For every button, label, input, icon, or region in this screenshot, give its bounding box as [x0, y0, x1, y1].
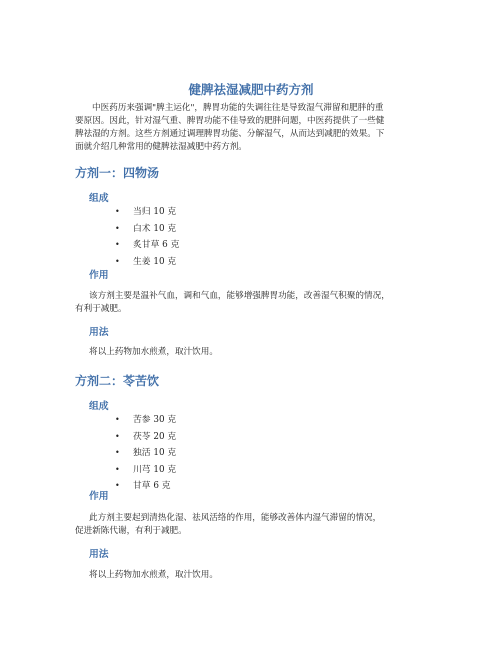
bullet-icon: • — [115, 240, 120, 249]
formula1-ingredient-list — [115, 205, 179, 271]
intro-line: 要原因。因此，针对湿气重、脾胃功能不佳导致的肥胖问题，中医药提供了一些健 — [75, 116, 385, 126]
bullet-icon: • — [115, 481, 120, 490]
formula1-usage-heading: 用法 — [89, 327, 109, 338]
bullet-icon: • — [115, 448, 120, 457]
list-item: • 当归 10 克 — [115, 207, 177, 217]
list-item: • 苦参 30 克 — [115, 415, 177, 425]
document-title: 健脾祛湿减肥中药方剂 — [188, 82, 314, 97]
intro-line: 面就介绍几种常用的健脾祛湿减肥中药方剂。 — [75, 142, 247, 152]
formula2-ingredient-list — [115, 413, 176, 496]
intro-paragraph — [75, 102, 435, 154]
formula2-effect-heading: 作用 — [89, 491, 109, 502]
bullet-icon: • — [115, 464, 120, 474]
bullet-icon: • — [115, 415, 120, 424]
list-item: • 川芎 10 克 — [115, 464, 177, 475]
list-item: • 茯苓 20 克 — [115, 431, 177, 442]
formula2-usage-text: 将以上药物加水煎煮，取汁饮用。 — [89, 570, 218, 580]
list-item: • 甘草 6 克 — [115, 481, 171, 491]
list-item: • 白术 10 克 — [115, 223, 177, 234]
formula2-composition-heading: 组成 — [89, 401, 109, 412]
bullet-icon: • — [115, 207, 120, 216]
formula1-effect-text: 该方剂主要是温补气血，调和气血，能够增强脾胃功能，改善湿气积聚的情况， 有利于减肥。 — [75, 291, 390, 314]
intro-line: 中医药历来强调"脾主运化"，脾胃功能的失调往往是导致湿气滞留和肥胖的重 — [92, 103, 384, 113]
list-item: • 生姜 10 克 — [115, 256, 177, 267]
list-item: • 炙甘草 6 克 — [115, 240, 180, 250]
formula2-effect-text: 此方剂主要起到清热化湿、祛风活络的作用，能够改善体内湿气滞留的情况， 促进新陈代谢，有利于减肥。 — [75, 513, 382, 536]
bullet-icon: • — [115, 223, 120, 233]
bullet-icon: • — [115, 431, 120, 441]
formula2-heading: 方剂二：苓苦饮 — [75, 374, 160, 388]
formula1-composition-heading: 组成 — [89, 193, 109, 204]
list-item: • 独活 10 克 — [115, 448, 177, 458]
formula1-effect-heading: 作用 — [89, 270, 109, 281]
formula1-usage-text: 将以上药物加水煎煮，取汁饮用。 — [89, 347, 218, 357]
intro-line: 脾祛湿的方剂。这些方剂通过调理脾胃功能、分解湿气，从而达到减肥的效果。下 — [75, 129, 385, 139]
formula2-usage-heading: 用法 — [89, 549, 109, 560]
formula1-heading: 方剂一：四物汤 — [75, 166, 160, 180]
bullet-icon: • — [115, 256, 120, 266]
